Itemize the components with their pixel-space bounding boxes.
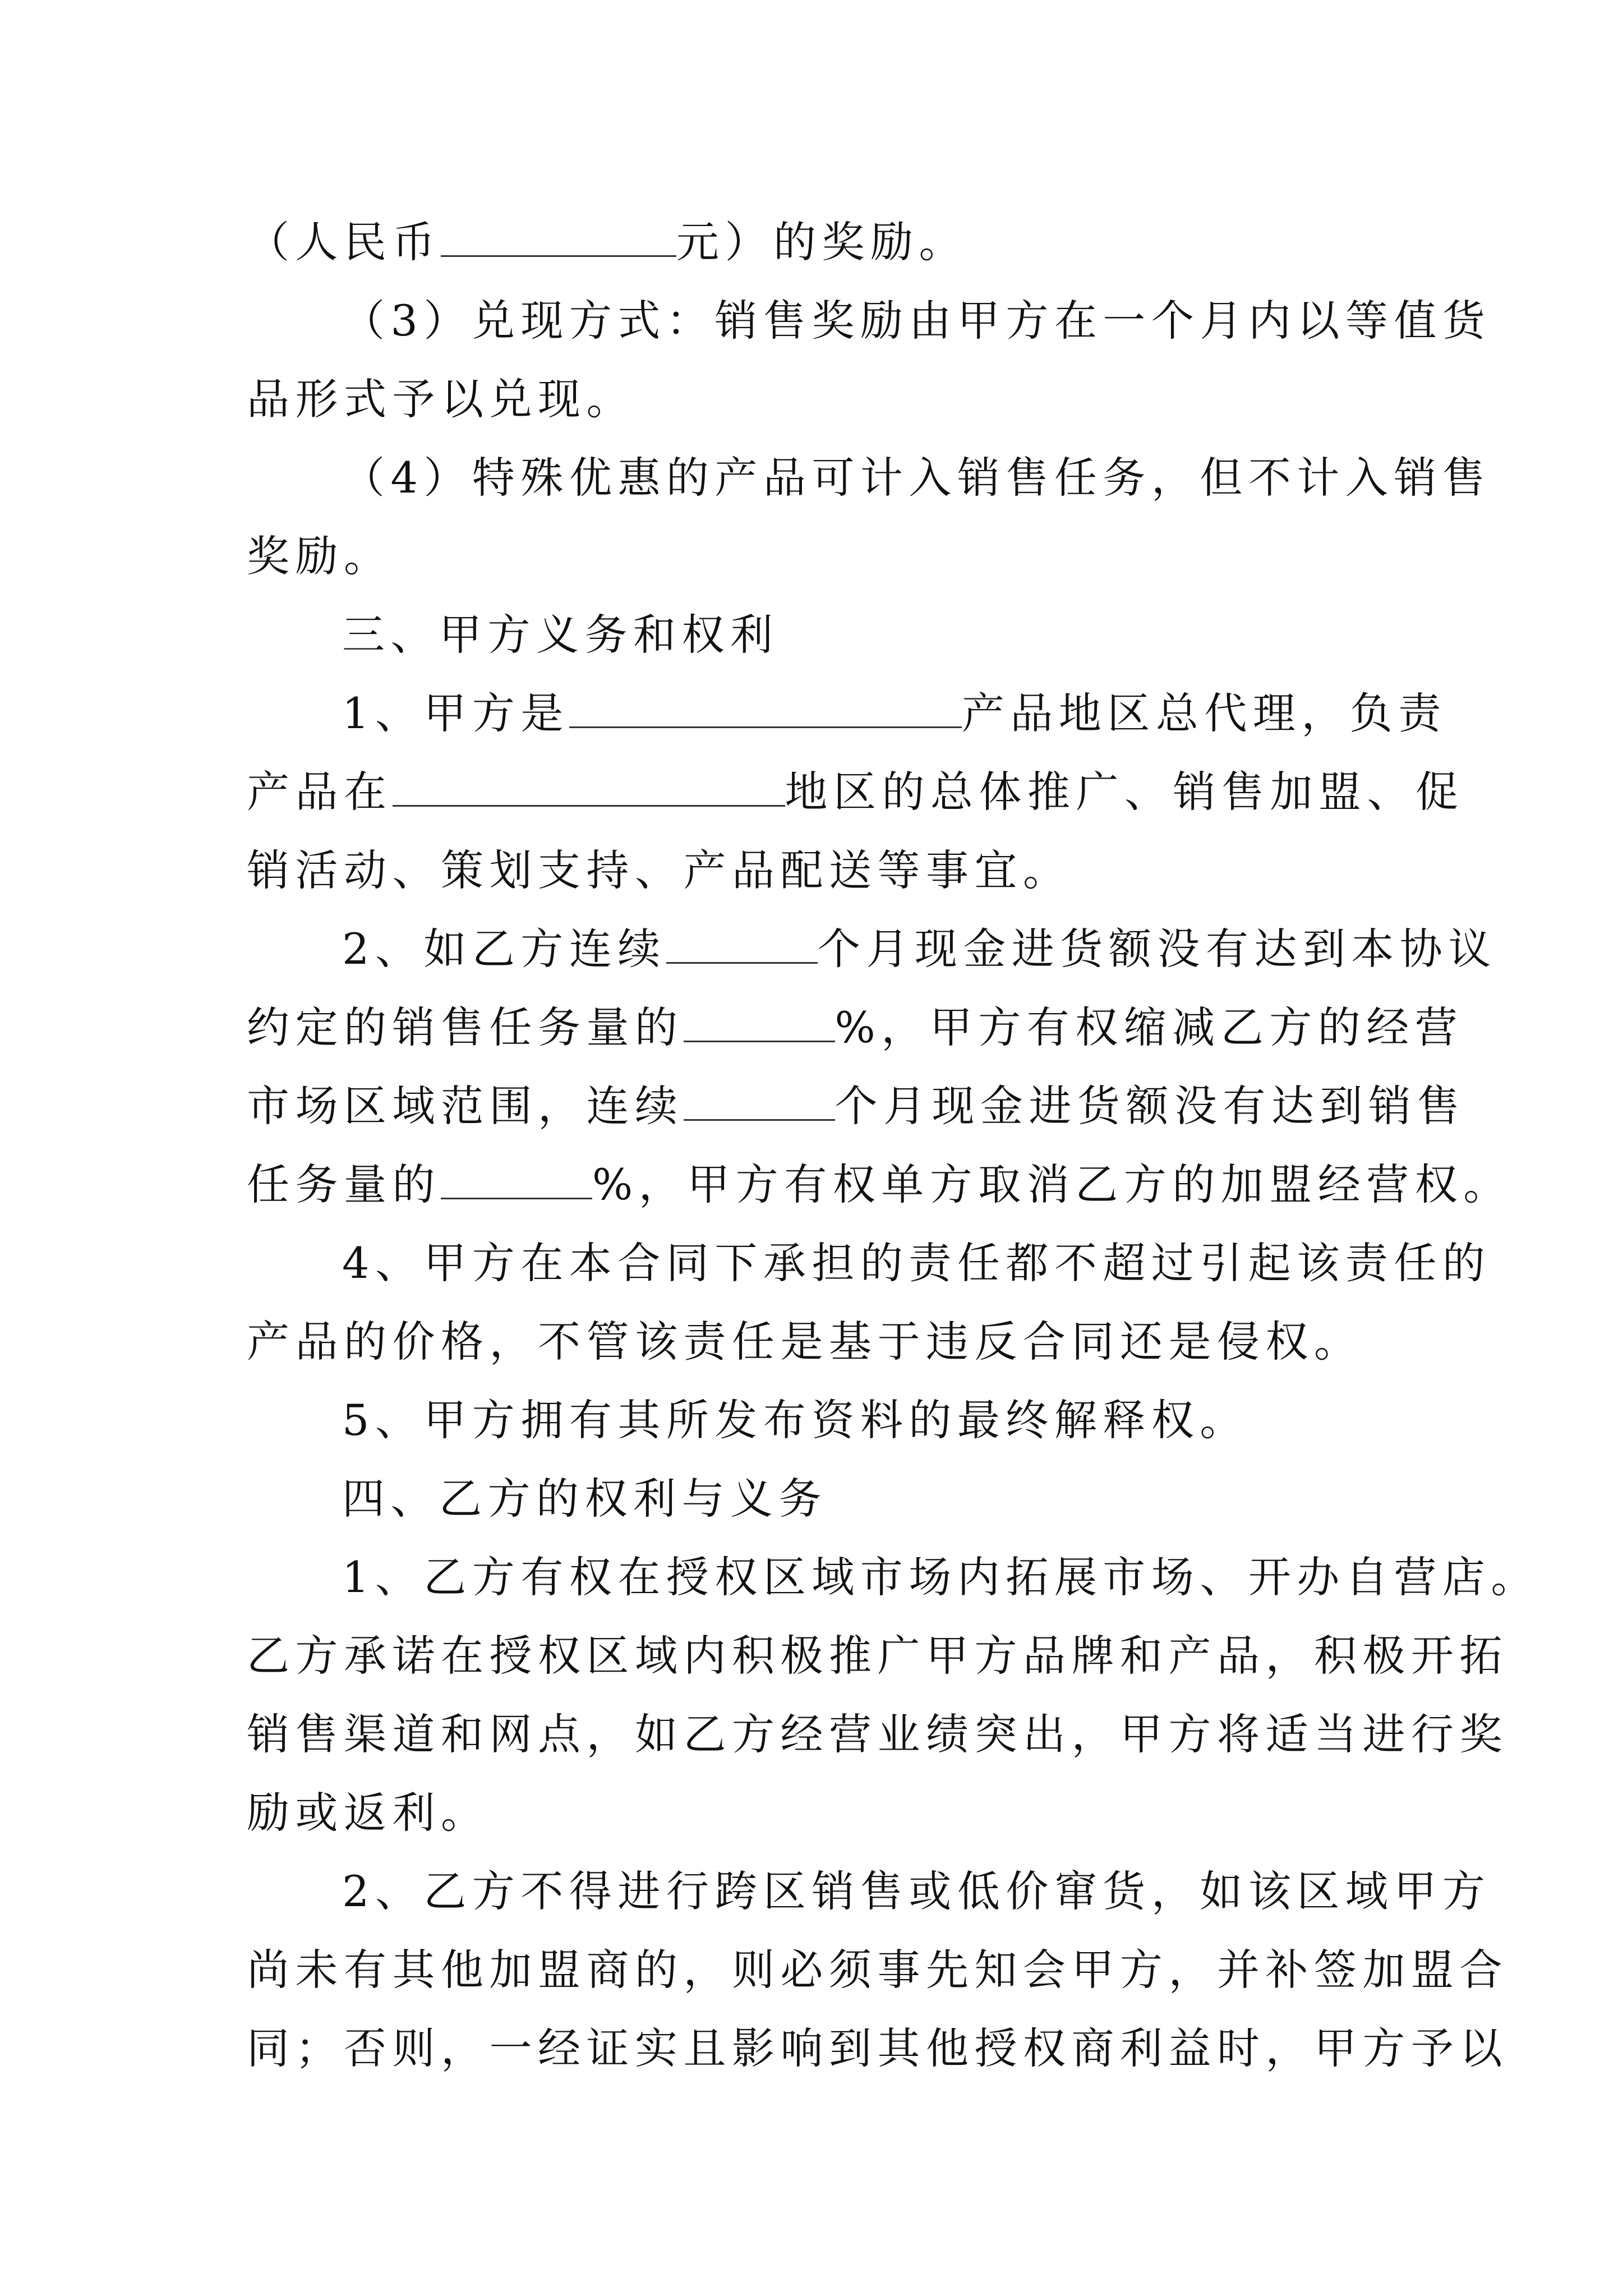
text-line: 奖励。: [247, 531, 393, 581]
text-line: 销活动、策划支持、产品配送等事宜。: [247, 845, 1072, 895]
fill-in-blank: [684, 1001, 835, 1042]
text-line: 励或返利。: [247, 1788, 490, 1838]
fill-in-blank: [666, 923, 818, 964]
text-line: 销售渠道和网点，如乙方经营业绩突出，甲方将适当进行奖: [247, 1709, 1508, 1759]
section-heading: 四、乙方的权利与义务: [342, 1474, 827, 1524]
text-line: 1、乙方有权在授权区域市场内拓展市场、开办自营店。: [342, 1552, 1539, 1602]
fill-in-blank: [393, 766, 785, 807]
fill-in-blank: [684, 1080, 835, 1121]
text-line: 2、乙方不得进行跨区销售或低价窜货，如该区域甲方: [342, 1866, 1491, 1916]
text-line: 品形式予以兑现。: [247, 374, 635, 424]
text-line: 产品在 地区的总体推广、销售加盟、促: [247, 767, 1464, 817]
text-line: 1、甲方是 产品地区总代理，负责: [342, 688, 1447, 738]
contract-text: [247, 203, 1539, 2088]
text-line: （4）特殊优惠的产品可计入销售任务，但不计入销售: [342, 453, 1491, 503]
text-line: 任务量的 %，甲方有权单方取消乙方的加盟经营权。: [247, 1159, 1512, 1209]
text-line: 同；否则，一经证实且影响到其他授权商利益时，甲方予以: [247, 2023, 1508, 2073]
text-line: 4、甲方在本合同下承担的责任都不超过引起该责任的: [342, 1238, 1491, 1288]
fill-in-blank: [441, 1158, 592, 1199]
text-line: 产品的价格，不管该责任是基于违反合同还是侵权。: [247, 1317, 1363, 1366]
text-line: 2、如乙方连续 个月现金进货额没有达到本协议: [342, 924, 1497, 974]
text-line: 约定的销售任务量的 %，甲方有权缩减乙方的经营: [247, 1002, 1464, 1052]
text-line: 尚未有其他加盟商的，则必须事先知会甲方，并补签加盟合: [247, 1945, 1508, 1995]
text-line: 5、甲方拥有其所发布资料的最终解释权。: [342, 1395, 1248, 1445]
text-line: 市场区域范围，连续 个月现金进货额没有达到销售: [247, 1081, 1465, 1131]
text-line: 乙方承诺在授权区域内积极推广甲方品牌和产品，积极开拓: [247, 1631, 1508, 1681]
fill-in-blank: [441, 216, 676, 257]
text-line: （人民币 元）的奖励。: [247, 217, 967, 267]
text-line: （3）兑现方式：销售奖励由甲方在一个月内以等值货: [342, 296, 1491, 346]
section-heading: 三、甲方义务和权利: [342, 610, 779, 660]
fill-in-blank: [569, 687, 962, 728]
